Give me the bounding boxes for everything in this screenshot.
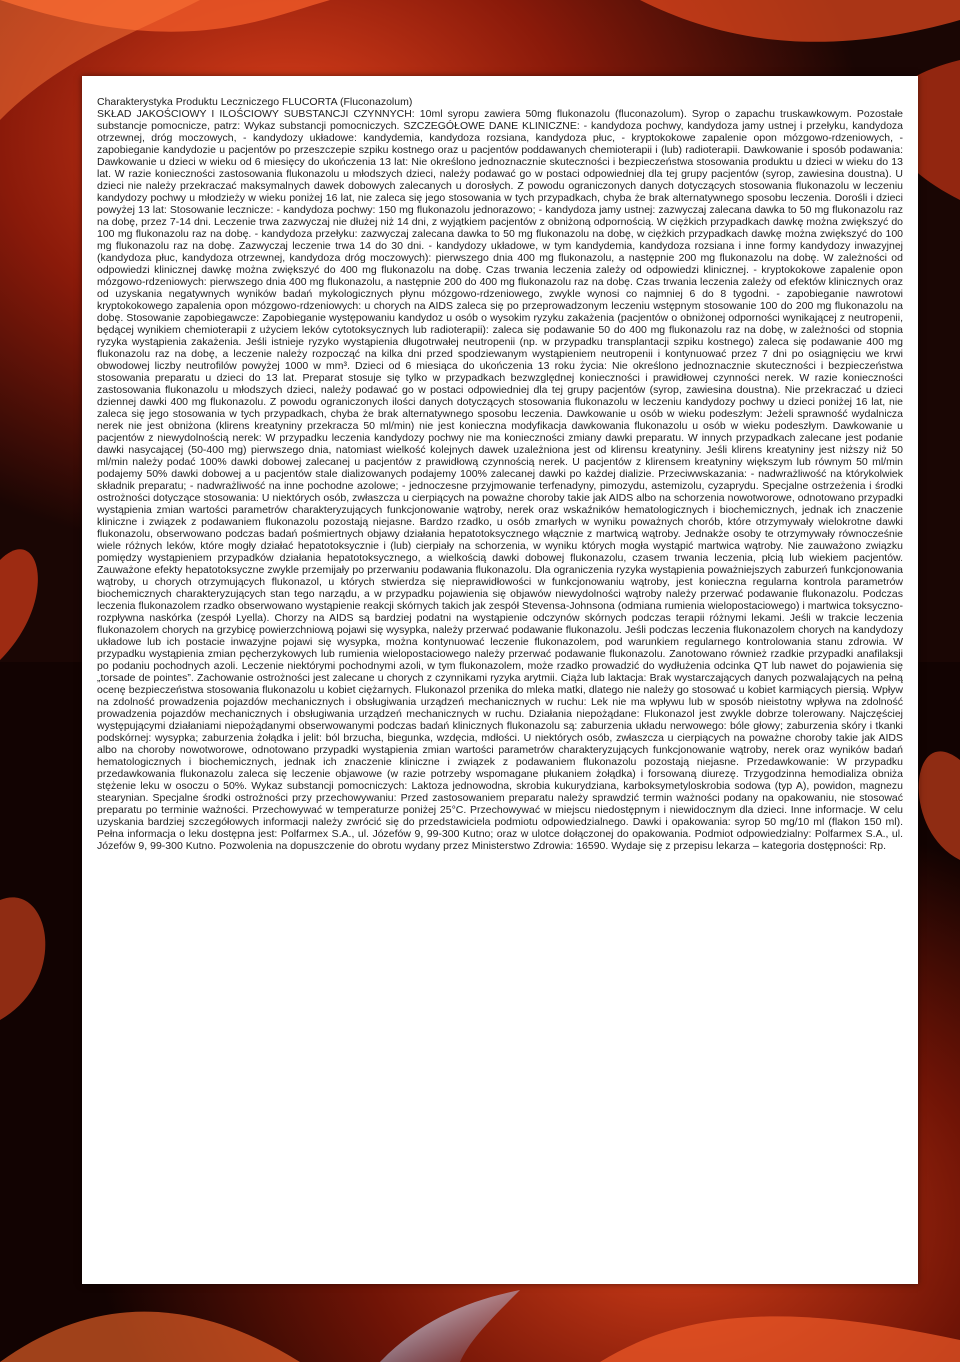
leaflet-body: SKŁAD JAKOŚCIOWY I ILOŚCIOWY SUBSTANCJI CZYNNYCH: 10ml syropu zawiera 50mg flukonazolu (fluconazolum). Syrop o zapachu truskawkowym. Pozostałe substancje pomocnicze, patrz: Wykaz substancji pomocniczych. SZCZEGÓŁOWE DANE KLINICZNE: - kandydoza pochwy, kandydoza jamy ustnej i przełyku, kandydoza otrzewnej, dróg moczowych, - kandydozy układowe: kandydemia, kandydoza rozsiana, kandydoza płuc, - kryptokokowe zapalenie opon mózgowo-rdzeniowych, - zapobieganie kandydozie u pacjentów po przeszczepie szpiku kostnego oraz u pacjentów poddawanych chemioterapii i (lub) radioterapii. Dawkowanie i sposób podawania: Dawkowanie u dzieci w wieku od 6 miesięcy do ukończenia 13 lat: Nie określono jednoznacznie skuteczności i bezpieczeństwa stosowania produktu u dzieci w wieku do 13 lat. W razie konieczności zastosowania flukonazolu u młodszych dzieci, należy podawać go w postaci odpowiedniej dla tej grupy pacjentów (syrop, zawiesina doustna). U dzieci nie należy przekraczać maksymalnych dawek dobowych zalecanych u dorosłych. Z powodu ograniczonych danych dotyczących stosowania flukonazolu w leczeniu kandydozy pochwy u młodzieży w wieku poniżej 16 lat, nie zaleca się jego stosowania w tych przypadkach, chyba że brak alternatywnego sposobu leczenia. Dorośli i dzieci powyżej 13 lat: Stosowanie lecznicze: - kandydoza pochwy: 150 mg flukonazolu jednorazowo; - kandydoza jamy ustnej: zazwyczaj zalecana dawka to 50 mg flukonazolu raz na dobę, przez 7-14 dni. Leczenie trwa zazwyczaj nie dłużej niż 14 dni, z wyjątkiem pacjentów z obniżoną odpornością. W ciężkich przypadkach dawkę można zwiększyć do 100 mg flukonazolu raz na dobę. - kandydoza przełyku: zazwyczaj zalecana dawka to 50 mg flukonazolu na dobę, w ciężkich przypadkach dawkę można zwiększyć do 100 mg flukonazolu raz na dobę. Zazwyczaj leczenie trwa 14 do 30 dni. - kandydozy układowe, w tym kandydemia, kandydoza rozsiana i inne formy kandydozy inwazyjnej (kandydoza płuc, kandydoza otrzewnej, kandydoza dróg moczowych): pierwszego dnia 400 mg flukonazolu, a następnie 200 mg flukonazolu na dobę. W zależności od odpowiedzi klinicznej dawkę można zwiększyć do 400 mg flukonazolu na dobę. Czas trwania leczenia zależy od odpowiedzi klinicznej. - kryptokokowe zapalenie opon mózgowo-rdzeniowych: pierwszego dnia 400 mg flukonazolu, a następnie 200 do 400 mg flukonazolu raz na dobę. Czas trwania leczenia zależy od efektów klinicznych oraz od uzyskania negatywnych wyników badań mykologicznych płynu mózgowo-rdzeniowego, zwykle wynosi co najmniej 6 do 8 tygodni. - zapobieganie nawrotowi kryptokokowego zapalenia opon mózgowo-rdzeniowych: u chorych na AIDS zaleca się po przeprowadzonym leczeniu wstępnym stosowanie 100 do 200 mg flukonazolu na dobę. Stosowanie zapobiegawcze: Zapobieganie występowaniu kandydoz u osób o wysokim ryzyku zakażenia (pacjentów o obniżonej odporności wynikającej z neutropenii, będącej wynikiem chemioterapii z użyciem leków cytotoksycznych lub radioterapii): zaleca się podawanie 50 do 400 mg flukonazolu raz na dobę, w zależności od stopnia ryzyka wystąpienia zakażenia. Jeśli istnieje ryzyko wystąpienia długotrwałej neutropenii (np. w przypadku transplantacji szpiku kostnego) zaleca się podawanie 400 mg flukonazolu raz na dobę, a leczenie należy rozpocząć na kilka dni przed spodziewanym wystąpieniem neutropenii i kontynuować przez 7 dni po osiągnięciu we krwi obwodowej liczby neutrofilów powyżej 1000 w mm³. Dzieci od 6 miesiąca do ukończenia 13 roku życia: Nie określono jednoznacznie skuteczności i bezpieczeństwa stosowania preparatu u dzieci do 13 lat. Preparat stosuje się tylko w przypadkach bezwzględnej konieczności i prawidłowej czynności nerek. W razie konieczności zastosowania flukonazolu u młodszych dzieci, należy podawać go w postaci odpowiedniej dla tej grupy pacjentów (syrop, zawiesina doustna). Nie przekraczać u dzieci dziennej dawki 400 mg flukonazolu. Z powodu ograniczonych ilości danych dotyczących stosowania flukonazolu w leczeniu kandydozy pochwy u dzieci poniżej 16 lat, nie zaleca się jego stosowania w tych przypadkach, chyba że brak alternatywnego sposobu leczenia. Dawkowanie u osób w wieku podeszłym: Jeżeli sprawność wydalnicza nerek nie jest obniżona (klirens kreatyniny przekracza 50 ml/min) nie jest konieczna modyfikacja dawkowania flukonazolu u osób w wieku podeszłym. Dawkowanie u pacjentów z niewydolnością nerek: W przypadku leczenia kandydozy pochwy nie ma konieczności zmiany dawki preparatu. W innych przypadkach zalecane jest podanie dawki nasycającej (50-400 mg) pierwszego dnia, natomiast wielkość kolejnych dawek uzależniona jest od klirensu kreatyniny. Jeśli klirens kreatyniny jest niższy niż 50 ml/min należy podać 100% dawki dobowej zalecanej u pacjentów z prawidłową czynnością nerek. U pacjentów z klirensem kreatyniny większym lub równym 50 ml/min podajemy 50% dawki dobowej a u pacjentów stale dializowanych podajemy 100% zalecanej dawki po każdej dializie. Przeciwwskazania: - nadwrażliwość na którykolwiek składnik preparatu; - nadwrażliwość na inne pochodne azolowe; - jednoczesne przyjmowanie terfenadyny, pimozydu, astemizolu, cyzaprydu. Specjalne ostrzeżenia i środki ostrożności dotyczące stosowania: U niektórych osób, zwłaszcza u cierpiących na poważne choroby takie jak AIDS albo na schorzenia nowotworowe, odnotowano przypadki wystąpienia zmian wartości parametrów charakteryzujących funkcjonowanie wątroby, nerek oraz wskaźników hematologicznych i biochemicznych, jednak ich znaczenie kliniczne i związek z podawaniem flukonazolu pozostają niejasne. Bardzo rzadko, u osób zmarłych w wyniku poważnych chorób, które otrzymywały wielokrotne dawki flukonazolu, obserwowano podczas badań pośmiertnych objawy działania hepatotoksycznego włącznie z martwicą wątroby. Jednakże osoby te otrzymywały równocześnie wiele różnych leków, które mogły działać hepatotoksycznie i (lub) cierpiały na schorzenia, w wyniku których mogła wystąpić martwica wątroby. Nie zauważono związku pomiędzy wystąpieniem przypadków działania hepatotoksycznego, a wielkością dawki dobowej flukonazolu, czasem trwania leczenia, płcią lub wiekiem pacjentów. Zauważone efekty hepatotoksyczne zwykle przemijały po przerwaniu podawania flukonazolu. Dla ograniczenia ryzyka wystąpienia poważniejszych zaburzeń funkcjonowania wątroby, u chorych otrzymujących flukonazol, u których stwierdza się nieprawidłowości w funkcjonowaniu wątroby, jest konieczna regularna kontrola parametrów biochemicznych charakteryzujących stan tego narządu, a w przypadku pojawienia się objawów niewydolności wątroby należy przerwać podawanie flukonazolu. Podczas leczenia flukonazolem rzadko obserwowano wystąpienie reakcji skórnych takich jak zespół Stevensa-Johnsona (odmiana rumienia wielopostaciowego) i martwica toksyczno-rozpływna naskórka (zespół Lyella). Chorzy na AIDS są bardziej podatni na wystąpienie odczynów skórnych podczas terapii różnymi lekami. Jeśli w trakcie leczenia flukonazolem chorych na grzybicę powierzchniową pojawi się wysypka, należy przerwać podawanie flukonazolu. Jeśli podczas leczenia flukonazolem chorych na kandydozy układowe lub ich postacie inwazyjne pojawi się wysypka, można kontynuować leczenie flukonazolem, pod warunkiem regularnego kontrolowania stanu zdrowia. W przypadku wystąpienia zmian pęcherzykowych lub rumienia wielopostaciowego należy przerwać podawanie flukonazolu. Zanotowano również rzadkie przypadki anafilaksji po podaniu pochodnych azoli. Leczenie niektórymi pochodnymi azoli, w tym flukonazolem, może rzadko prowadzić do wydłużenia odcinka QT lub nawet do pojawienia się „torsade de pointes”. Zachowanie ostrożności jest zalecane u chorych z czynnikami ryzyka arytmii. Ciąża lub laktacja: Brak wystarczających danych pozwalających na pełną ocenę bezpieczeństwa stosowania flukonazolu u kobiet ciężarnych. Flukonazol przenika do mleka matki, dlatego nie należy go stosować u kobiet karmiących piersią. Wpływ na zdolność prowadzenia pojazdów mechanicznych i obsługiwania urządzeń mechanicznych w ruchu: Lek nie ma wpływu lub w sposób nieistotny wpływa na zdolność prowadzenia pojazdów mechanicznych i obsługiwania urządzeń mechanicznych w ruchu. Działania niepożądane: Flukonazol jest zwykle dobrze tolerowany. Najczęściej występującymi działaniami niepożądanymi obserwowanymi podczas badań klinicznych flukonazolu są: zaburzenia układu nerwowego: bóle głowy; zaburzenia skóry i tkanki podskórnej: wysypka; zaburzenia żołądka i jelit: ból brzucha, biegunka, wzdęcia, mdłości. U niektórych osób, zwłaszcza u cierpiących na poważne choroby takie jak AIDS albo na choroby nowotworowe, odnotowano przypadki wystąpienia zmian wartości parametrów charakteryzujących funkcjonowanie wątroby, nerek oraz wyników badań hematologicznych i biochemicznych, jednak ich znaczenie kliniczne i związek z podawaniem flukonazolu pozostają niejasne. Przedawkowanie: W przypadku przedawkowania flukonazolu zaleca się leczenie objawowe (w razie potrzeby wspomagane płukaniem żołądka) i forsowaną diurezę. Trzygodzinna hemodializa obniża stężenie leku w osoczu o 50%. Wykaz substancji pomocniczych: Laktoza jednowodna, skrobia kukurydziana, karboksymetyloskrobia sodowa (typ A), powidon, magnezu stearynian. Specjalne środki ostrożności przy przechowywaniu: Przed zastosowaniem preparatu należy sprawdzić termin ważności podany na opakowaniu, nie stosować preparatu po terminie ważności. Przechowywać w temperaturze poniżej 25°C. Przechowywać w miejscu niedostępnym i niewidocznym dla dzieci. Inne informacje. W celu uzyskania bardziej szczegółowych informacji należy zwrócić się do przedstawiciela podmiotu odpowiedzialnego. Dawki i opakowania: syrop 50 mg/10 ml (flakon 150 ml). Pełna informacja o leku dostępna jest: Polfarmex S.A., ul. Józefów 9, 99-300 Kutno; oraz w ulotce dołączonej do opakowania. Podmiot odpowiedzialny: Polfarmex S.A., ul. Józefów 9, 99-300 Kutno. Pozwolenia na dopuszczenie do obrotu wydany przez Ministerstwo Zdrowia: 16590. Wydaje się z przepisu lekarza – kategoria dostępności: Rp. [97,108,903,852]
leaflet-heading: Charakterystyka Produktu Leczniczego FLUCORTA (Fluconazolum) [97,96,413,108]
product-characteristics-text [97,96,903,1266]
